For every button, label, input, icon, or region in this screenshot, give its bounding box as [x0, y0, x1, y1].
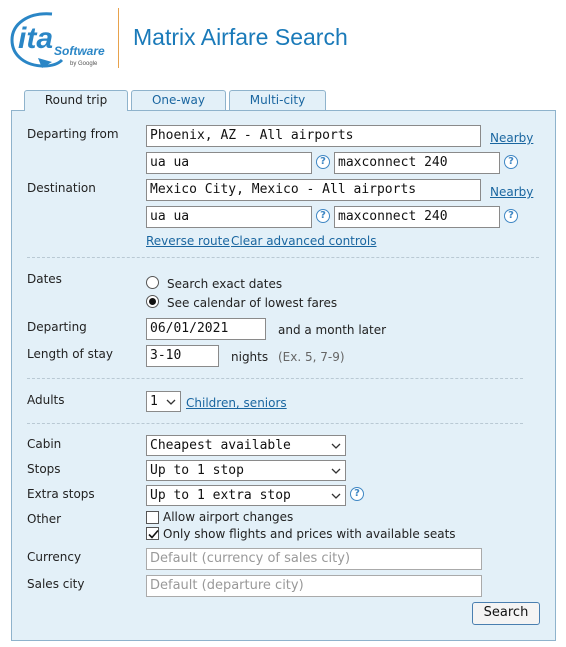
logo-by-google: by Google: [70, 61, 98, 67]
destination-input[interactable]: Mexico City, Mexico - All airports: [146, 179, 481, 201]
chevron-down-icon: [166, 397, 176, 407]
section-divider: [27, 378, 523, 379]
length-of-stay-label: Length of stay: [27, 347, 113, 361]
cabin-select[interactable]: [146, 435, 346, 456]
currency-input[interactable]: Default (currency of sales city): [146, 548, 482, 570]
search-button[interactable]: Search: [472, 602, 540, 625]
sales-city-input[interactable]: Default (departure city): [146, 575, 482, 597]
radio-selected-dot: [149, 298, 156, 305]
departing-date-label: Departing: [27, 320, 87, 334]
logo-subtext: Software: [54, 44, 105, 58]
chevron-down-icon: [331, 466, 341, 476]
tab-round-trip[interactable]: Round trip: [24, 90, 128, 111]
adults-select-value: 1: [150, 394, 158, 409]
extra-stops-label: Extra stops: [27, 487, 95, 501]
destination-label: Destination: [27, 181, 96, 195]
departing-date-input[interactable]: 06/01/2021: [146, 318, 266, 340]
children-seniors-link[interactable]: Children, seniors: [186, 396, 287, 410]
only-available-seats-label: Only show flights and prices with available seats: [163, 527, 456, 541]
departing-extension-input[interactable]: maxconnect 240: [334, 152, 500, 174]
only-available-seats-checkbox[interactable]: [146, 527, 159, 540]
departing-date-suffix: and a month later: [278, 323, 387, 337]
reverse-route-link[interactable]: Reverse route: [146, 234, 230, 248]
calendar-lowest-fares-label: See calendar of lowest fares: [167, 296, 338, 310]
departing-nearby-link[interactable]: Nearby: [490, 131, 534, 145]
extension-help-icon[interactable]: ?: [504, 209, 518, 223]
departing-routing-input[interactable]: ua ua: [146, 152, 312, 174]
extra-stops-help-icon[interactable]: ?: [350, 487, 364, 501]
destination-extension-input[interactable]: maxconnect 240: [334, 206, 500, 228]
nights-label: nights: [231, 350, 269, 364]
chevron-down-icon: [331, 441, 341, 451]
length-of-stay-input[interactable]: 3-10: [146, 345, 219, 367]
length-of-stay-hint: (Ex. 5, 7-9): [278, 350, 345, 364]
cabin-select-value: Cheapest available: [150, 438, 291, 453]
departing-from-label: Departing from: [27, 127, 119, 141]
checkmark-icon: [147, 528, 160, 541]
allow-airport-changes-checkbox[interactable]: [146, 511, 159, 524]
extra-stops-select-value: Up to 1 extra stop: [150, 488, 291, 503]
stops-select[interactable]: [146, 460, 346, 481]
section-divider: [27, 423, 523, 424]
routing-help-icon[interactable]: ?: [316, 155, 330, 169]
other-label: Other: [27, 512, 62, 526]
ita-software-logo: [8, 8, 112, 70]
dates-label: Dates: [27, 272, 62, 286]
header-divider: [118, 8, 119, 68]
extra-stops-select[interactable]: [146, 485, 346, 506]
destination-nearby-link[interactable]: Nearby: [490, 185, 534, 199]
departing-from-input[interactable]: Phoenix, AZ - All airports: [146, 125, 481, 147]
extension-help-icon[interactable]: ?: [504, 155, 518, 169]
currency-label: Currency: [27, 550, 82, 564]
adults-label: Adults: [27, 393, 65, 407]
tab-one-way[interactable]: One-way: [131, 90, 226, 110]
allow-airport-changes-label: Allow airport changes: [163, 510, 294, 524]
routing-help-icon[interactable]: ?: [316, 209, 330, 223]
search-exact-dates-label: Search exact dates: [167, 277, 283, 291]
destination-routing-input[interactable]: ua ua: [146, 206, 312, 228]
adults-select[interactable]: [146, 391, 181, 412]
cabin-label: Cabin: [27, 437, 62, 451]
sales-city-label: Sales city: [27, 577, 85, 591]
tab-multi-city[interactable]: Multi-city: [229, 90, 326, 110]
stops-label: Stops: [27, 462, 61, 476]
stops-select-value: Up to 1 stop: [150, 463, 244, 478]
chevron-down-icon: [331, 491, 341, 501]
page-title: Matrix Airfare Search: [133, 24, 348, 50]
search-exact-dates-radio[interactable]: [146, 276, 159, 289]
clear-advanced-controls-link[interactable]: Clear advanced controls: [231, 234, 377, 248]
section-divider: [27, 257, 539, 258]
logo-text: ita: [18, 22, 54, 55]
calendar-lowest-fares-radio[interactable]: [146, 295, 159, 308]
